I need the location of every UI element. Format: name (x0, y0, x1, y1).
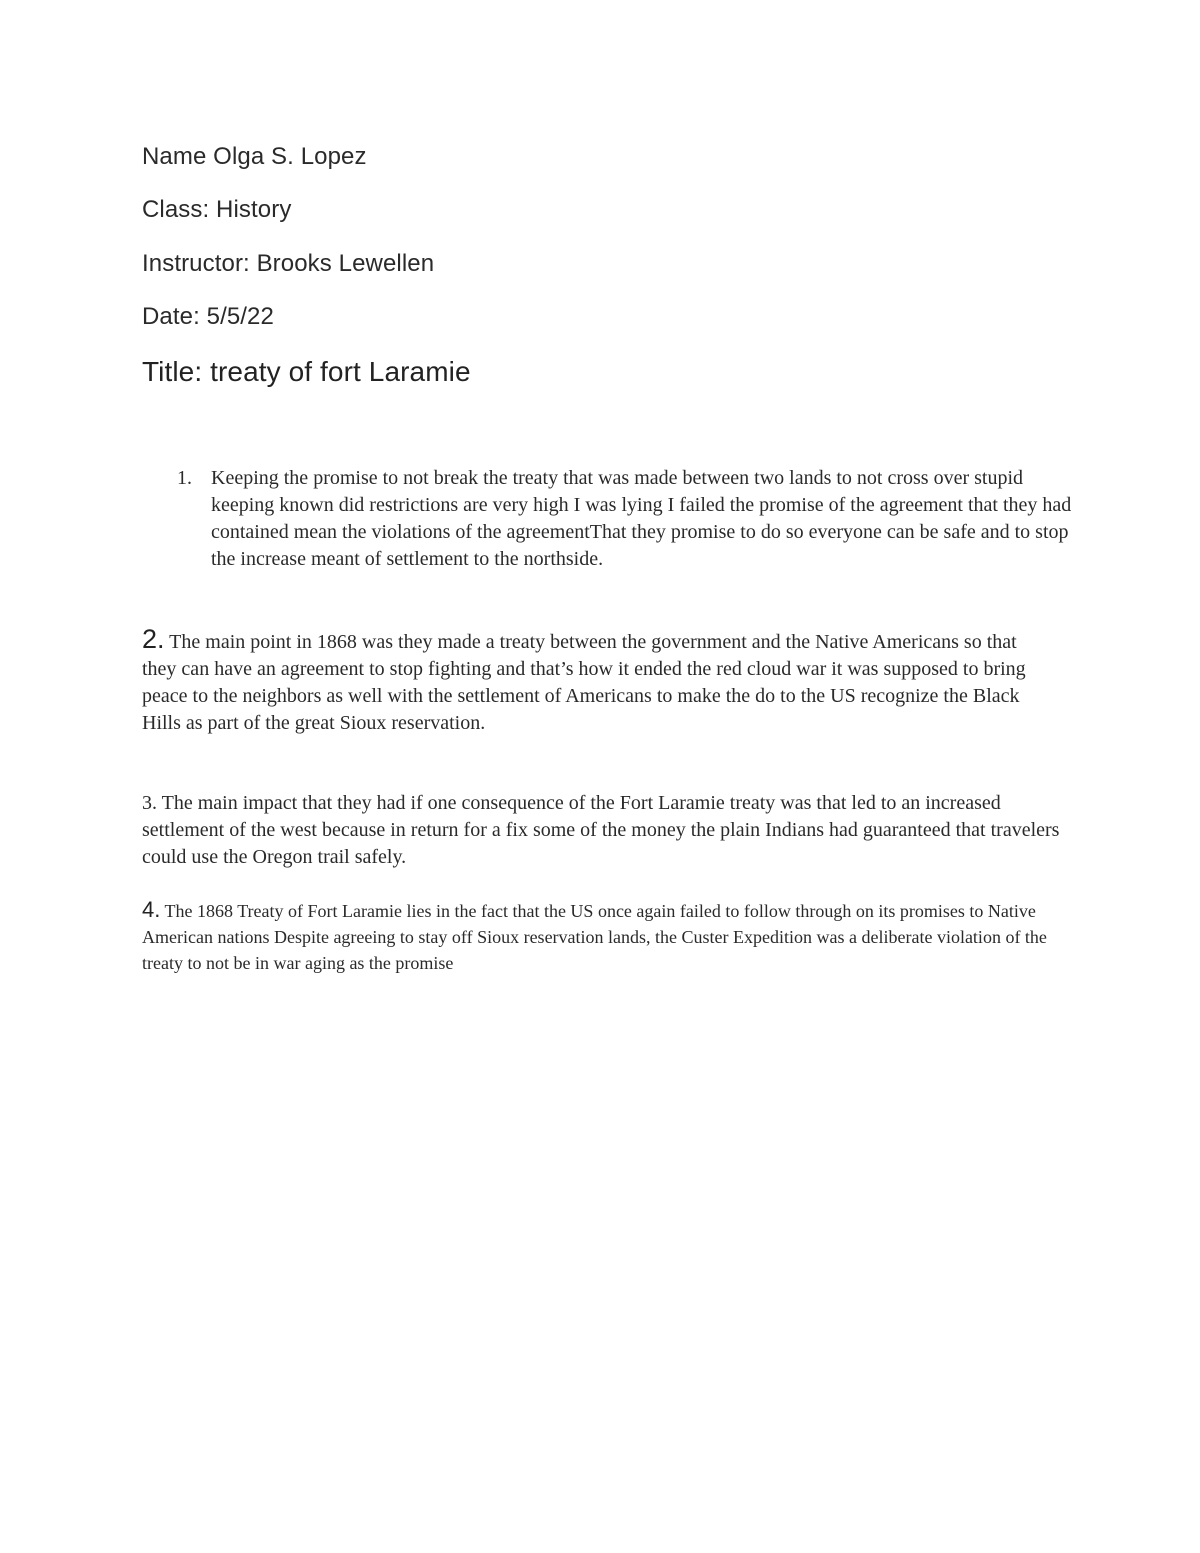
answer-4-number: 4. (142, 897, 161, 922)
answer-2-number: 2. (142, 624, 165, 654)
answer-2 (142, 626, 1042, 737)
class-name: Class: History (142, 196, 292, 223)
document-date: Date: 5/5/22 (142, 303, 274, 330)
answer-1-text: Keeping the promise to not break the treaty that was made between two lands to not cross over stupid keeping known did restrictions are very high I was lying I failed the promise of the agreement that they had contained mean the violations of the agreementThat they promise to do so everyone can be safe and to stop the increase meant of settlement to the northside. (211, 467, 1072, 570)
student-name: Name Olga S. Lopez (142, 143, 367, 170)
answer-4-text: The 1868 Treaty of Fort Laramie lies in the fact that the US once again failed to follow through on its promises to Native American nations Despite agreeing to stay off Sioux reservation lands, the Custer Expedition was a deliberate violation of the treaty to not be in war aging as the promise (142, 901, 1047, 973)
answer-3 (142, 790, 1072, 871)
answer-3-number: 3. (142, 792, 157, 814)
answer-4 (142, 897, 1062, 976)
document-title: Title: treaty of fort Laramie (142, 356, 471, 387)
answer-2-text: The main point in 1868 was they made a treaty between the government and the Native Americans so that they can have an agreement to stop fighting and that’s how it ended the red cloud war it was supposed to bring peace to the neighbors as well with the settlement of Americans to make the do to the US recognize the Black Hills as part of the great Sioux reservation. (142, 631, 1026, 734)
instructor-name: Instructor: Brooks Lewellen (142, 250, 435, 277)
answer-3-text: The main impact that they had if one consequence of the Fort Laramie treaty was that led to an increased settlement of the west because in return for a fix some of the money the plain Indians had guaranteed that travelers could use the Oregon trail safely. (142, 792, 1060, 868)
answer-1-number: 1. (177, 467, 192, 489)
